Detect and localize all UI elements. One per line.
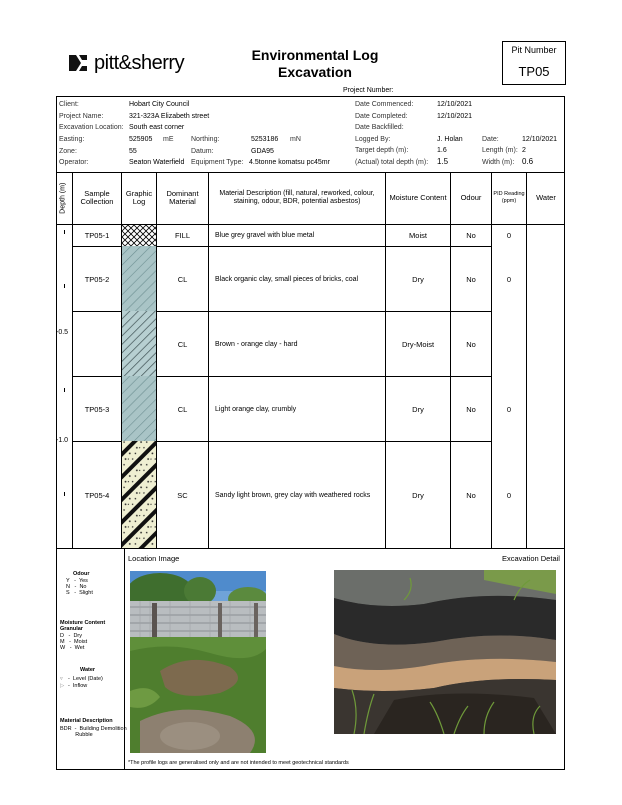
material-cell: SC xyxy=(177,490,188,500)
col-line xyxy=(208,172,209,548)
odour-cell: No xyxy=(466,274,476,284)
water-inflow-icon: ▷ xyxy=(60,683,65,689)
client-value: Hobart City Council xyxy=(129,101,190,108)
date-completed-label: Date Completed: xyxy=(355,113,408,120)
fill-pattern xyxy=(122,225,156,246)
pid-cell: 0 xyxy=(506,231,512,240)
legend-moisture-sub: Granular xyxy=(60,626,83,632)
sample-header: Sample Collection xyxy=(80,188,114,206)
legend-water-item: - Inflow xyxy=(68,683,88,689)
sample-cell: TP05-1 xyxy=(84,231,110,240)
sample-cell xyxy=(73,312,121,376)
moisture-cell: Dry-Moist xyxy=(401,339,435,349)
legend-odour-item: Y - Yes xyxy=(66,578,88,584)
location-photo xyxy=(130,571,266,753)
sample-cell: TP05-4 xyxy=(84,490,110,500)
legend-moisture-title: Moisture Content xyxy=(60,620,106,626)
logo-mark-icon xyxy=(68,54,88,72)
easting-unit: mE xyxy=(163,136,174,143)
date-commenced-value: 12/10/2021 xyxy=(437,101,473,108)
location-value: South east corner xyxy=(129,124,185,131)
logged-by-value: J. Holan xyxy=(437,136,463,143)
moisture-cell: Dry xyxy=(412,404,424,414)
sample-cell: TP05-2 xyxy=(84,274,110,284)
target-depth-label: Target depth (m): xyxy=(355,147,409,154)
actual-depth-value: 1.5 xyxy=(437,157,449,166)
date-commenced-label: Date Commenced: xyxy=(355,101,414,108)
moisture-cell: Moist xyxy=(409,231,427,240)
odour-cell: No xyxy=(466,231,476,240)
legend-material-item: BDR - Building Demolition xyxy=(60,726,127,732)
pid-cell: 0 xyxy=(506,274,512,284)
sandy-clay-pattern xyxy=(122,441,156,548)
target-depth-value: 1.6 xyxy=(437,147,447,154)
legend-moisture-item: M - Moist xyxy=(60,639,88,645)
project-number-label: Project Number: xyxy=(343,87,394,94)
pit-number-label: Pit Number xyxy=(511,45,557,55)
pid-cell: 0 xyxy=(506,404,512,414)
actual-depth-label: (Actual) total depth (m): xyxy=(355,159,429,166)
date-completed-value: 12/10/2021 xyxy=(437,113,473,120)
zone-value: 55 xyxy=(129,148,137,155)
doc-title-line2: Excavation xyxy=(278,64,352,80)
width-value: 0.6 xyxy=(522,157,534,166)
material-cell: FILL xyxy=(174,231,190,240)
legend-water-item: - Level (Date) xyxy=(68,676,103,682)
location-image-label: Location Image xyxy=(128,554,180,563)
odour-cell: No xyxy=(466,490,476,500)
northing-unit: mN xyxy=(290,136,301,143)
legend-water-title: Water xyxy=(80,667,96,673)
clay-pattern xyxy=(122,376,156,441)
length-label: Length (m): xyxy=(482,147,518,154)
location-label: Excavation Location: xyxy=(59,124,124,131)
water-header: Water xyxy=(536,192,556,202)
graphic-header: Graphic Log xyxy=(125,188,153,206)
date-backfilled-label: Date Backfilled: xyxy=(355,124,404,131)
moisture-cell: Dry xyxy=(412,490,424,500)
operator-value: Seaton Waterfield xyxy=(129,159,185,166)
material-header: Dominant Material xyxy=(166,188,199,206)
pit-number-box xyxy=(502,41,566,85)
legend-moisture-item: D - Dry xyxy=(60,633,82,639)
col-line xyxy=(526,172,527,548)
excavation-photo xyxy=(334,570,556,734)
odour-cell: No xyxy=(466,339,476,349)
easting-value: 525905 xyxy=(129,136,153,143)
pid-cell: 0 xyxy=(506,490,512,500)
clay-pattern-dark xyxy=(122,311,156,376)
depth-tick-1-0: -1.0 xyxy=(56,437,69,444)
pid-cell xyxy=(492,312,526,376)
moisture-header: Moisture Content xyxy=(389,192,447,202)
depth-header: Depth (m) xyxy=(59,182,67,214)
logged-by-label: Logged By: xyxy=(355,136,391,143)
material-cell: CL xyxy=(177,404,188,414)
pit-number-value: TP05 xyxy=(518,64,550,79)
project-name-value: 321-323A Elizabeth street xyxy=(129,113,210,120)
datum-label: Datum: xyxy=(191,148,214,155)
water-level-icon: ▿ xyxy=(60,676,63,682)
material-cell: CL xyxy=(177,339,188,349)
date-value: 12/10/2021 xyxy=(522,136,558,143)
odour-cell: No xyxy=(466,404,476,414)
legend-odour-item: N - No xyxy=(66,584,87,590)
description-cell: Light orange clay, crumbly xyxy=(215,405,297,413)
table-bottom-line xyxy=(56,548,565,549)
logo-text: pitt&sherry xyxy=(94,52,185,74)
width-label: Width (m): xyxy=(482,159,515,166)
depth-minor-tick xyxy=(64,388,65,392)
equipment-value: 4.5tonne komatsu pc45mr xyxy=(249,159,330,166)
equipment-label: Equipment Type: xyxy=(191,159,244,166)
depth-minor-tick xyxy=(64,230,65,234)
legend-divider xyxy=(124,548,125,770)
disclaimer: *The profile logs are generalised only and are not intended to meet geotechnical standards xyxy=(128,760,349,766)
moisture-cell: Dry xyxy=(412,274,424,284)
depth-minor-tick xyxy=(64,284,65,288)
description-cell: Blue grey gravel with blue metal xyxy=(215,232,315,239)
zone-label: Zone: xyxy=(59,148,77,155)
legend-material-title: Material Description xyxy=(60,718,113,724)
clay-pattern xyxy=(122,246,156,311)
northing-value: 5253186 xyxy=(251,136,279,143)
description-cell: Sandy light brown, grey clay with weathered rocks xyxy=(215,491,371,499)
graphic-log xyxy=(122,225,156,548)
depth-tick-0-5: -0.5 xyxy=(56,329,69,336)
client-label: Client: xyxy=(59,101,79,108)
legend-odour-item: S - Slight xyxy=(66,590,93,596)
description-header: Material Description (fill, natural, reworked, colour, staining, odour, BDR, potential asbestos) xyxy=(219,190,375,205)
pid-header: PID Reading (ppm) xyxy=(493,191,525,204)
legend-odour-title: Odour xyxy=(73,571,90,577)
odour-header: Odour xyxy=(460,192,482,202)
length-value: 2 xyxy=(522,147,526,154)
depth-minor-tick xyxy=(64,492,65,496)
material-cell: CL xyxy=(177,274,188,284)
easting-label: Easting: xyxy=(59,136,85,143)
sample-cell: TP05-3 xyxy=(84,404,110,414)
legend-material-item: Rubble xyxy=(60,732,93,738)
northing-label: Northing: xyxy=(191,136,220,143)
doc-title-line1: Environmental Log xyxy=(251,47,379,63)
date-label: Date: xyxy=(482,136,499,143)
operator-label: Operator: xyxy=(59,159,89,166)
project-name-label: Project Name: xyxy=(59,113,104,120)
excavation-detail-label: Excavation Detail xyxy=(502,554,560,563)
datum-value: GDA95 xyxy=(251,148,274,155)
legend-moisture-item: W - Wet xyxy=(60,645,85,651)
description-cell: Black organic clay, small pieces of bricks, coal xyxy=(215,275,359,283)
description-cell: Brown - orange clay - hard xyxy=(215,340,298,348)
